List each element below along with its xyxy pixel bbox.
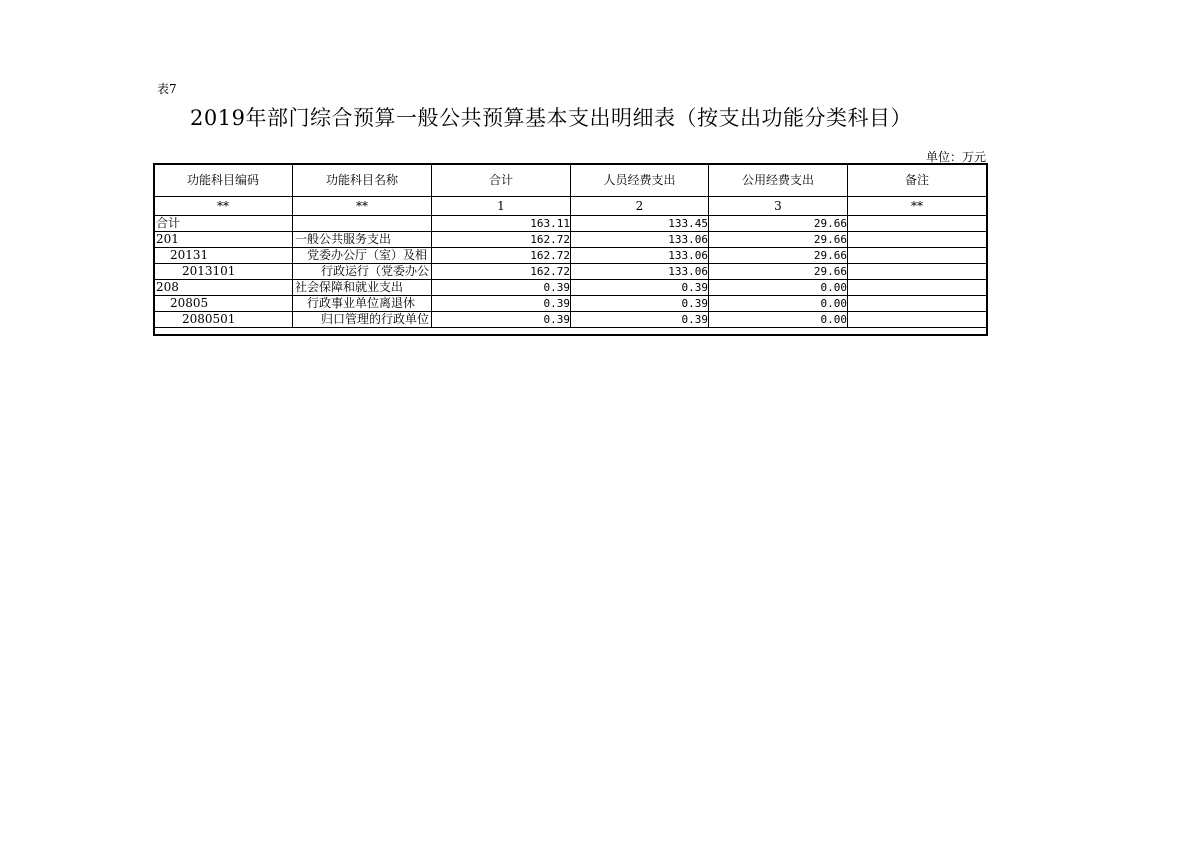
index-cell: ** [154, 197, 293, 216]
header-cell-name: 功能科目名称 [293, 164, 432, 197]
public-cell: 29.66 [709, 264, 848, 280]
total-cell: 0.39 [432, 280, 571, 296]
personnel-cell: 133.45 [571, 216, 709, 232]
note-cell [848, 280, 987, 296]
public-cell: 0.00 [709, 312, 848, 328]
table-row [154, 280, 987, 296]
index-cell: 1 [432, 197, 571, 216]
code-cell: 合计 [154, 216, 293, 232]
note-cell [848, 264, 987, 280]
table-row [154, 248, 987, 264]
public-cell: 29.66 [709, 216, 848, 232]
note-cell [848, 232, 987, 248]
public-cell: 0.00 [709, 296, 848, 312]
note-cell [848, 312, 987, 328]
personnel-cell: 0.39 [571, 312, 709, 328]
header-cell-public: 公用经费支出 [709, 164, 848, 197]
name-cell: 社会保障和就业支出 [293, 280, 432, 296]
page-title: 2019年部门综合预算一般公共预算基本支出明细表（按支出功能分类科目） [190, 106, 912, 130]
code-cell: 2080501 [154, 312, 293, 328]
name-cell: 党委办公厅（室）及相 [293, 248, 432, 264]
personnel-cell: 0.39 [571, 280, 709, 296]
table-row [154, 264, 987, 280]
note-cell [848, 248, 987, 264]
header-cell-personnel: 人员经费支出 [571, 164, 709, 197]
name-cell: 归口管理的行政单位 [293, 312, 432, 328]
header-row [154, 164, 987, 197]
code-cell: 20805 [154, 296, 293, 312]
code-cell: 201 [154, 232, 293, 248]
code-cell: 208 [154, 280, 293, 296]
public-cell: 29.66 [709, 232, 848, 248]
code-cell: 20131 [154, 248, 293, 264]
table-row [154, 296, 987, 312]
total-cell: 0.39 [432, 312, 571, 328]
public-cell: 0.00 [709, 280, 848, 296]
index-cell: 2 [571, 197, 709, 216]
name-cell [293, 216, 432, 232]
index-cell: ** [293, 197, 432, 216]
total-cell: 162.72 [432, 232, 571, 248]
name-cell: 行政事业单位离退休 [293, 296, 432, 312]
note-cell [848, 296, 987, 312]
total-cell: 0.39 [432, 296, 571, 312]
code-cell: 2013101 [154, 264, 293, 280]
table-row [154, 312, 987, 328]
total-cell: 162.72 [432, 248, 571, 264]
name-cell: 一般公共服务支出 [293, 232, 432, 248]
total-cell: 163.11 [432, 216, 571, 232]
table-row [154, 232, 987, 248]
header-cell-code: 功能科目编码 [154, 164, 293, 197]
personnel-cell: 133.06 [571, 232, 709, 248]
table-number: 表7 [157, 82, 177, 96]
index-cell: ** [848, 197, 987, 216]
budget-table [153, 163, 987, 328]
note-cell [848, 216, 987, 232]
header-cell-note: 备注 [848, 164, 987, 197]
table-row [154, 216, 987, 232]
personnel-cell: 0.39 [571, 296, 709, 312]
header-cell-total: 合计 [432, 164, 571, 197]
index-cell: 3 [709, 197, 848, 216]
total-cell: 162.72 [432, 264, 571, 280]
personnel-cell: 133.06 [571, 264, 709, 280]
unit-label: 单位：万元 [925, 150, 986, 164]
index-row [154, 197, 987, 216]
name-cell: 行政运行（党委办公 [293, 264, 432, 280]
personnel-cell: 133.06 [571, 248, 709, 264]
public-cell: 29.66 [709, 248, 848, 264]
